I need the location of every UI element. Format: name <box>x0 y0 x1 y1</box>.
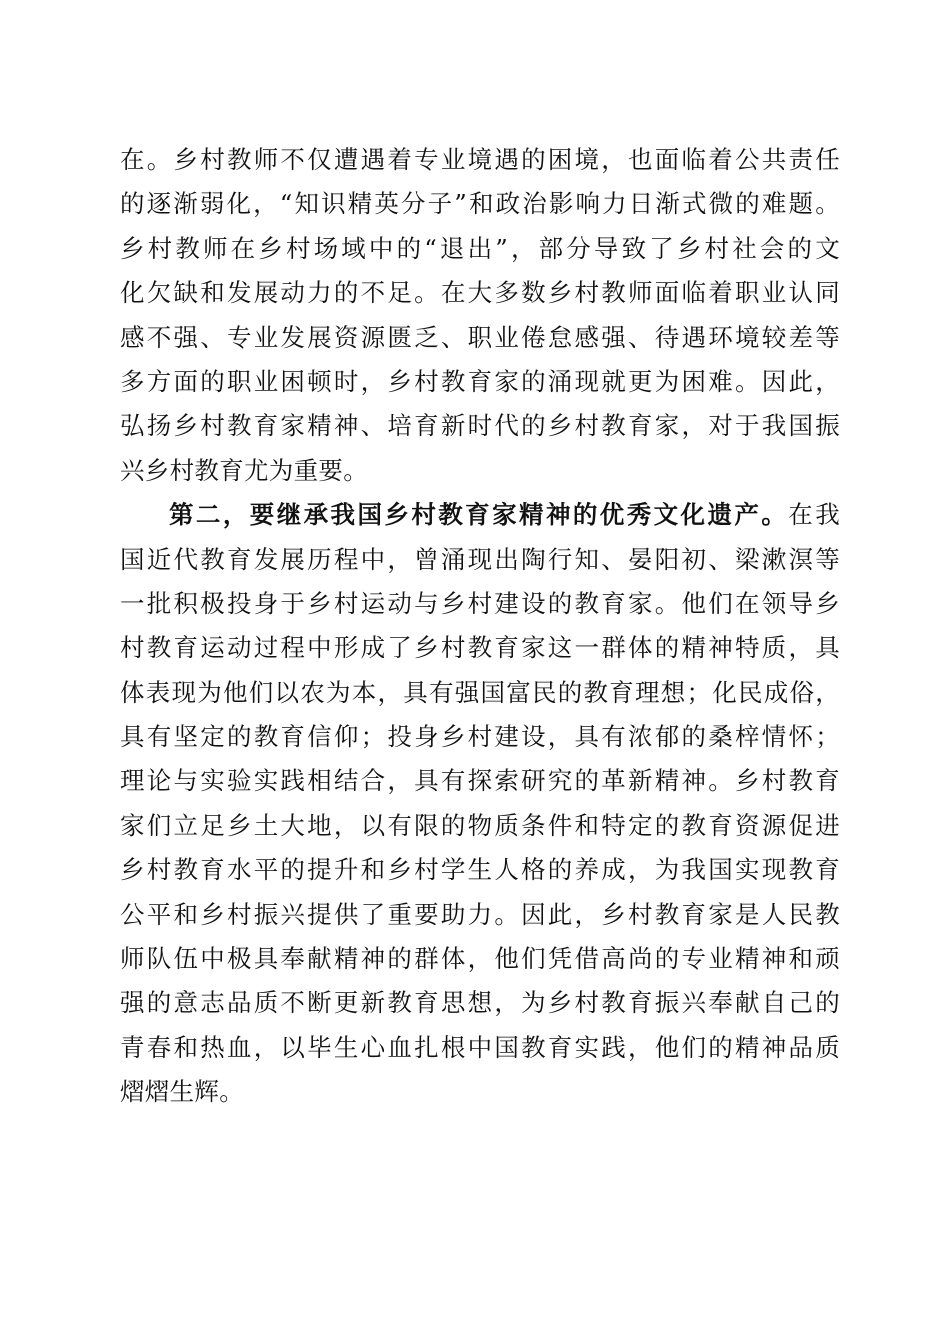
text-line: 多方面的职业困顿时，乡村教育家的涌现就更为困难。因此， <box>120 366 840 396</box>
paragraph-2 <box>120 493 840 1114</box>
text-line: 的逐渐弱化，“知识精英分子”和政治影响力日渐式微的难题。 <box>120 189 840 219</box>
text-line: 在。乡村教师不仅遭遇着专业境遇的困境，也面临着公共责任 <box>120 145 840 174</box>
text-line: 村教育运动过程中形成了乡村教育家这一群体的精神特质，具 <box>120 633 840 663</box>
text-line: 一批积极投身于乡村运动与乡村建设的教育家。他们在领导乡 <box>120 588 840 618</box>
text-line: 强的意志品质不断更新教育思想，为乡村教育振兴奉献自己的 <box>120 988 840 1018</box>
text-line: 感不强、专业发展资源匮乏、职业倦怠感强、待遇环境较差等 <box>120 322 840 352</box>
text-line: 师队伍中极具奉献精神的群体，他们凭借高尚的专业精神和顽 <box>120 944 840 974</box>
text-line: 弘扬乡村教育家精神、培育新时代的乡村教育家，对于我国振 <box>120 411 840 441</box>
paragraph-1 <box>120 138 840 493</box>
paragraph-2-first-line <box>120 493 840 537</box>
text-line: 国近代教育发展历程中，曾涌现出陶行知、晏阳初、梁漱溟等 <box>120 544 840 574</box>
text-run: 在我 <box>788 500 840 530</box>
text-line: 体表现为他们以农为本，具有强国富民的教育理想；化民成俗， <box>120 677 840 707</box>
text-line: 化欠缺和发展动力的不足。在大多数乡村教师面临着职业认同 <box>120 278 840 308</box>
text-line: 理论与实验实践相结合，具有探索研究的革新精神。乡村教育 <box>120 766 840 796</box>
text-line: 具有坚定的教育信仰；投身乡村建设，具有浓郁的桑梓情怀； <box>120 722 840 752</box>
section-heading: 第二，要继承我国乡村教育家精神的优秀文化遗产。 <box>169 500 789 530</box>
text-line: 乡村教育水平的提升和乡村学生人格的养成，为我国实现教育 <box>120 855 840 885</box>
document-body <box>120 138 840 1115</box>
text-line: 家们立足乡土大地，以有限的物质条件和特定的教育资源促进 <box>120 810 840 840</box>
text-line: 乡村教师在乡村场域中的“退出”，部分导致了乡村社会的文 <box>120 233 840 263</box>
text-line: 兴乡村教育尤为重要。 <box>120 455 368 485</box>
text-line: 熠熠生辉。 <box>120 1077 244 1107</box>
text-line: 青春和热血，以毕生心血扎根中国教育实践，他们的精神品质 <box>120 1032 840 1062</box>
text-line: 公平和乡村振兴提供了重要助力。因此，乡村教育家是人民教 <box>120 899 840 929</box>
